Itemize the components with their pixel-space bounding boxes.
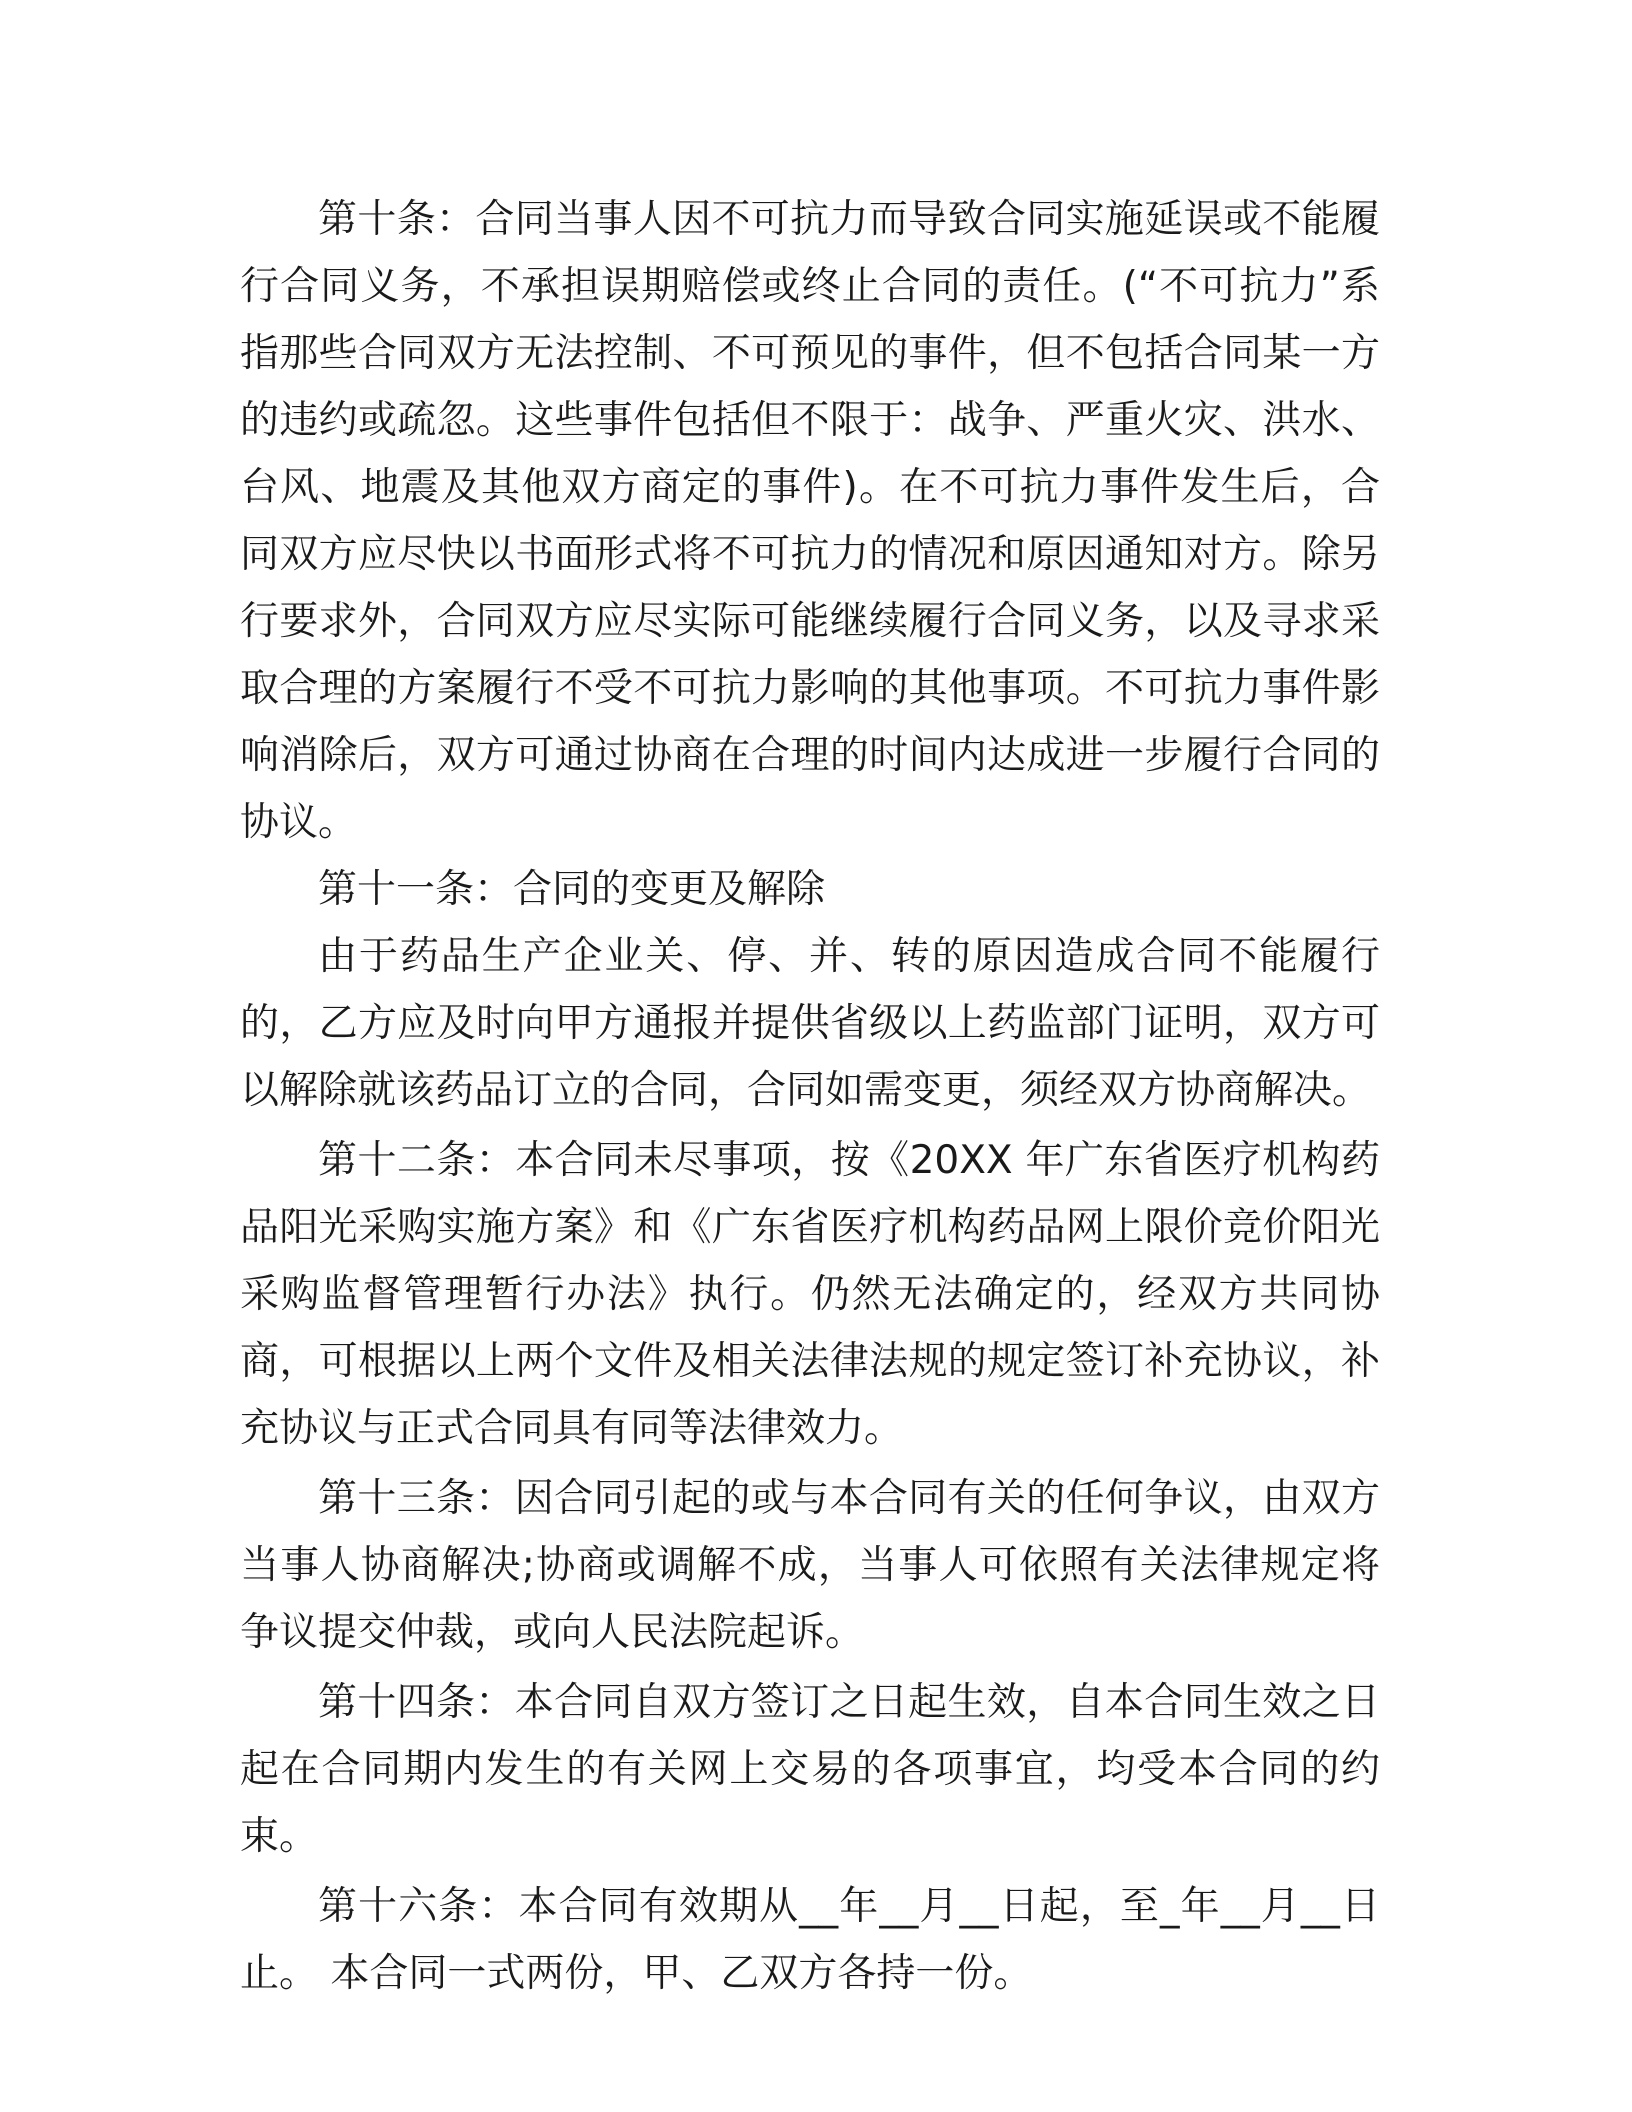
article-12-paragraph: 第十二条：本合同未尽事项，按《20XX 年广东省医疗机构药品阳光采购实施方案》和《广东省医疗机构药品网上限价竞价阳光采购监督管理暂行办法》执行。仍然无法确定的，经双方共同协商，可根据以上两个文件及相关法律法规的规定签订补充协议，补充协议与正式合同具有同等法律效力。 bbox=[240, 1138, 1380, 1451]
article-13-paragraph: 第十三条：因合同引起的或与本合同有关的任何争议，由双方当事人协商解决;协商或调解不成，当事人可依照有关法律规定将争议提交仲裁，或向人民法院起诉。 bbox=[240, 1476, 1380, 1655]
article-11-paragraph: 由于药品生产企业关、停、并、转的原因造成合同不能履行的，乙方应及时向甲方通报并提供省级以上药监部门证明，双方可以解除就该药品订立的合同，合同如需变更，须经双方协商解决。 bbox=[240, 934, 1380, 1113]
document-page bbox=[240, 186, 1380, 2007]
article-16-paragraph: 第十六条：本合同有效期从__年__月__日起，至_年__月__日止。 本合同一式两份，甲、乙双方各持一份。 bbox=[240, 1884, 1380, 1996]
article-10-paragraph: 第十条：合同当事人因不可抗力而导致合同实施延误或不能履行合同义务，不承担误期赔偿或终止合同的责任。(“不可抗力”系指那些合同双方无法控制、不可预见的事件，但不包括合同某一方的违约或疏忽。这些事件包括但不限于：战争、严重火灾、洪水、台风、地震及其他双方商定的事件)。在不可抗力事件发生后，合同双方应尽快以书面形式将不可抗力的情况和原因通知对方。除另行要求外，合同双方应尽实际可能继续履行合同义务，以及寻求采取合理的方案履行不受不可抗力影响的其他事项。不可抗力事件影响消除后，双方可通过协商在合理的时间内达成进一步履行合同的协议。 bbox=[240, 197, 1380, 845]
article-14-paragraph: 第十四条：本合同自双方签订之日起生效，自本合同生效之日起在合同期内发生的有关网上交易的各项事宜，均受本合同的约束。 bbox=[240, 1680, 1380, 1859]
article-11-heading: 第十一条：合同的变更及解除 bbox=[318, 867, 826, 912]
